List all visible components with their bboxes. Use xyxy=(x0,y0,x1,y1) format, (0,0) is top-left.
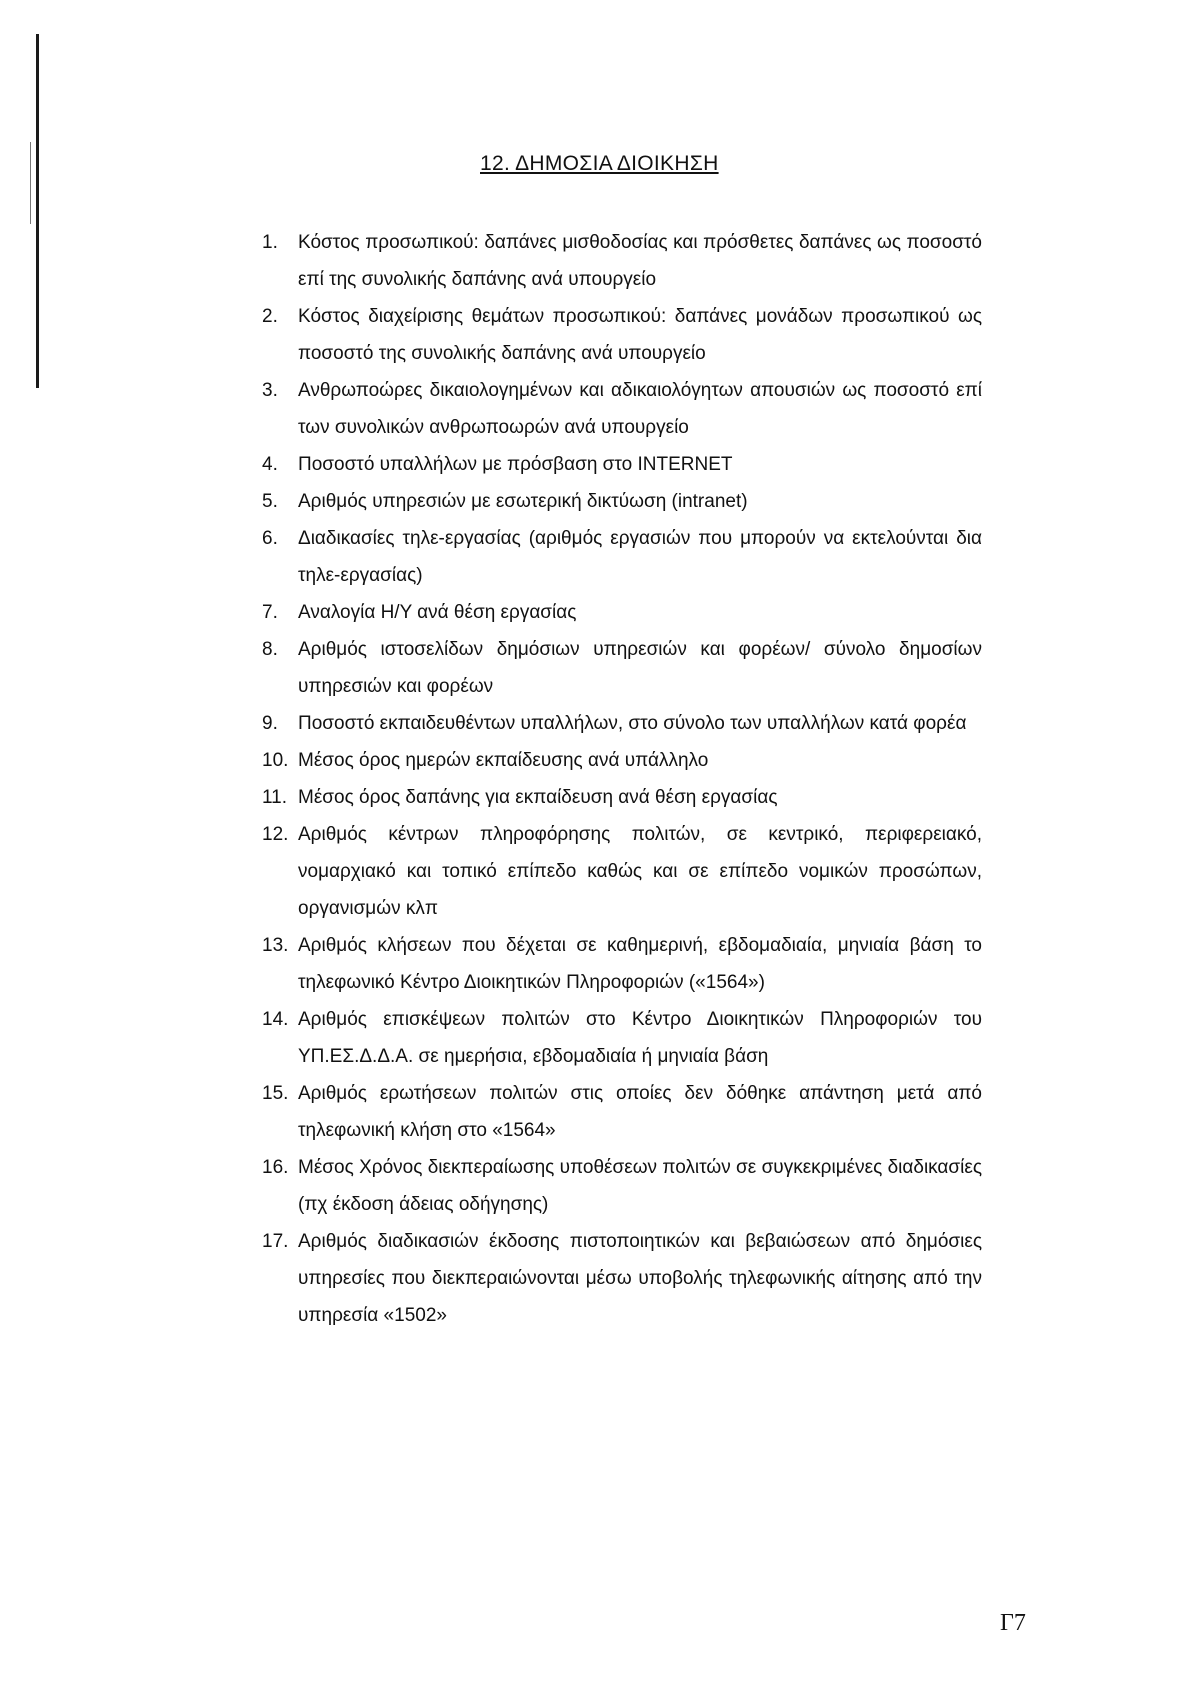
item-number: 14. xyxy=(262,1009,289,1030)
list-item xyxy=(262,1075,982,1149)
list-item xyxy=(262,705,982,742)
item-text: Αριθμός διαδικασιών έκδοσης πιστοποιητικών και βεβαιώσεων από δημόσιες υπηρεσίες που διεκπεραιώνονται μέσω υποβολής τηλεφωνικής αίτησης από την υπηρεσία «1502» xyxy=(298,1231,982,1326)
item-text: Αριθμός κλήσεων που δέχεται σε καθημερινή, εβδομαδιαία, μηνιαία βάση το τηλεφωνικό Κέντρο Διοικητικών Πληροφοριών («1564») xyxy=(298,935,982,993)
item-text: Αναλογία Η/Υ ανά θέση εργασίας xyxy=(298,602,577,623)
item-number: 13. xyxy=(262,935,289,956)
item-text: Κόστος προσωπικού: δαπάνες μισθοδοσίας και πρόσθετες δαπάνες ως ποσοστό επί της συνολικής δαπάνης ανά υπουργείο xyxy=(298,232,982,290)
scan-edge-line xyxy=(36,34,39,388)
item-number: 3. xyxy=(262,380,278,401)
item-number: 10. xyxy=(262,750,289,771)
item-number: 7. xyxy=(262,602,278,623)
list-item xyxy=(262,372,982,446)
item-number: 11. xyxy=(262,787,288,808)
list-item xyxy=(262,446,982,483)
item-text: Αριθμός υπηρεσιών με εσωτερική δικτύωση (intranet) xyxy=(298,491,748,512)
item-number: 4. xyxy=(262,454,278,475)
item-text: Μέσος Χρόνος διεκπεραίωσης υποθέσεων πολιτών σε συγκεκριμένες διαδικασίες (πχ έκδοση άδειας οδήγησης) xyxy=(298,1157,982,1215)
item-text: Διαδικασίες τηλε-εργασίας (αριθμός εργασιών που μπορούν να εκτελούνται δια τηλε-εργασίας) xyxy=(298,528,982,586)
item-number: 17. xyxy=(262,1231,289,1252)
list-item xyxy=(262,1223,982,1334)
indicator-list xyxy=(262,224,982,1334)
item-number: 1. xyxy=(262,232,278,253)
list-item xyxy=(262,742,982,779)
item-number: 16. xyxy=(262,1157,289,1178)
item-text: Κόστος διαχείρισης θεμάτων προσωπικού: δαπάνες μονάδων προσωπικού ως ποσοστό της συνολικής δαπάνης ανά υπουργείο xyxy=(298,306,982,364)
item-number: 2. xyxy=(262,306,278,327)
list-item xyxy=(262,594,982,631)
list-item xyxy=(262,483,982,520)
list-item xyxy=(262,631,982,705)
item-number: 5. xyxy=(262,491,278,512)
list-item xyxy=(262,1149,982,1223)
item-number: 6. xyxy=(262,528,278,549)
list-item xyxy=(262,816,982,927)
item-text: Ανθρωποώρες δικαιολογημένων και αδικαιολόγητων απουσιών ως ποσοστό επί των συνολικών ανθρωποωρών ανά υπουργείο xyxy=(298,380,982,438)
list-item xyxy=(262,779,982,816)
page-number: Γ7 xyxy=(1000,1610,1026,1636)
item-number: 12. xyxy=(262,824,289,845)
item-text: Μέσος όρος ημερών εκπαίδευσης ανά υπάλληλο xyxy=(298,750,709,771)
item-text: Αριθμός ιστοσελίδων δημόσιων υπηρεσιών και φορέων/ σύνολο δημοσίων υπηρεσιών και φορέων xyxy=(298,639,982,697)
list-item xyxy=(262,927,982,1001)
list-item xyxy=(262,298,982,372)
item-text: Αριθμός ερωτήσεων πολιτών στις οποίες δεν δόθηκε απάντηση μετά από τηλεφωνική κλήση στο «1564» xyxy=(298,1083,982,1141)
section-heading: 12. ΔΗΜΟΣΙΑ ΔΙΟΙΚΗΣΗ xyxy=(480,152,719,175)
item-number: 8. xyxy=(262,639,278,660)
scan-edge-line-short xyxy=(30,142,31,224)
item-number: 9. xyxy=(262,713,278,734)
item-text: Ποσοστό υπαλλήλων με πρόσβαση στο INTERNET xyxy=(298,454,733,475)
item-text: Μέσος όρος δαπάνης για εκπαίδευση ανά θέση εργασίας xyxy=(298,787,778,808)
item-number: 15. xyxy=(262,1083,289,1104)
list-item xyxy=(262,224,982,298)
item-text: Αριθμός επισκέψεων πολιτών στο Κέντρο Διοικητικών Πληροφοριών του ΥΠ.ΕΣ.Δ.Δ.Α. σε ημερήσια, εβδομαδιαία ή μηνιαία βάση xyxy=(298,1009,982,1067)
list-item xyxy=(262,520,982,594)
list-item xyxy=(262,1001,982,1075)
item-text: Ποσοστό εκπαιδευθέντων υπαλλήλων, στο σύνολο των υπαλλήλων κατά φορέα xyxy=(298,713,967,734)
item-text: Αριθμός κέντρων πληροφόρησης πολιτών, σε κεντρικό, περιφερειακό, νομαρχιακό και τοπικό επίπεδο καθώς και σε επίπεδο νομικών προσώπων, οργανισμών κλπ xyxy=(298,824,982,919)
